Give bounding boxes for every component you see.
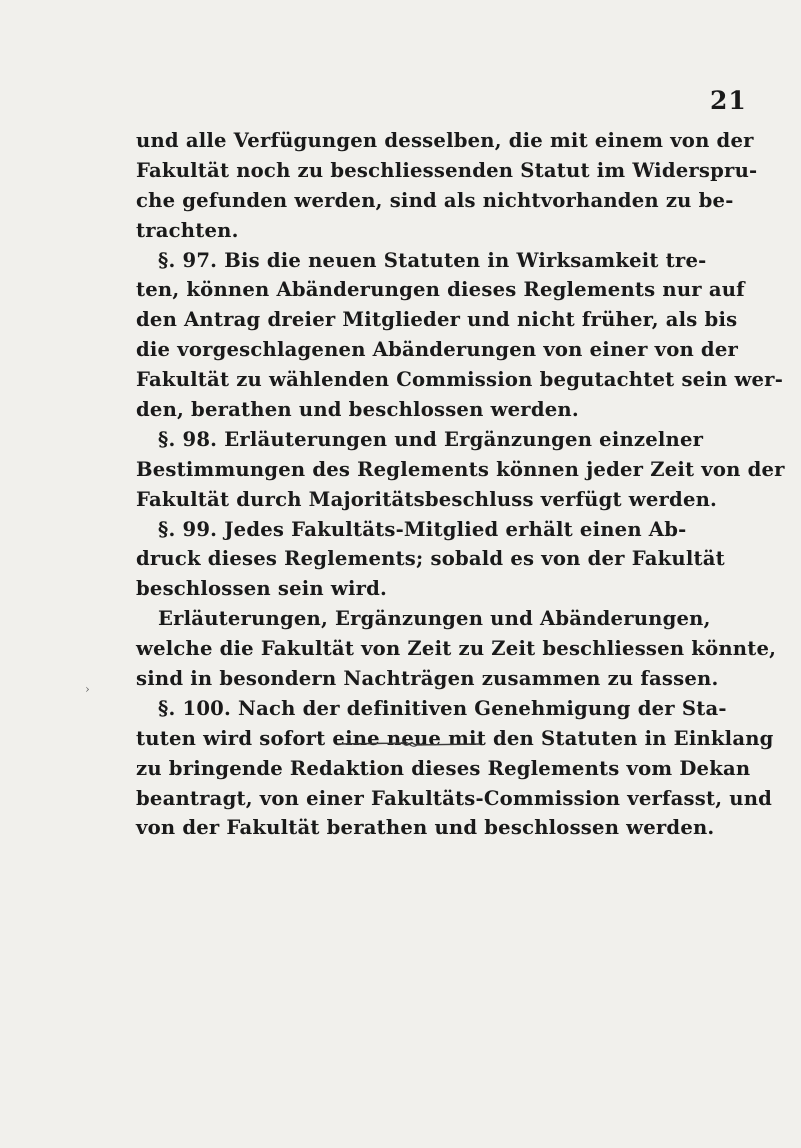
body-text <box>136 126 785 843</box>
text-line: §. 97. Bis die neuen Statuten in Wirksamkeit tre- <box>158 248 707 272</box>
text-line: Fakultät zu wählenden Commission begutachtet sein wer- <box>136 368 784 392</box>
text-line: §. 99. Jedes Fakultäts-Mitglied erhält einen Ab- <box>158 517 687 541</box>
text-line: welche die Fakultät von Zeit zu Zeit beschliessen könnte, <box>136 637 777 661</box>
text-line: den Antrag dreier Mitglieder und nicht früher, als bis <box>136 308 738 332</box>
text-line: sind in besondern Nachträgen zusammen zu fassen. <box>136 667 719 691</box>
text-line: ten, können Abänderungen dieses Reglements nur auf <box>136 278 745 302</box>
text-line: che gefunden werden, sind als nichtvorhanden zu be- <box>136 188 734 212</box>
margin-mark: › <box>85 682 90 696</box>
text-line: §. 98. Erläuterungen und Ergänzungen einzelner <box>158 427 704 451</box>
text-line: druck dieses Reglements; sobald es von der Fakultät <box>136 547 725 571</box>
page-number: 21 <box>710 86 747 115</box>
ornament-rule-icon <box>334 738 484 750</box>
text-line: zu bringende Redaktion dieses Reglements vom Dekan <box>136 756 751 780</box>
text-line: den, berathen und beschlossen werden. <box>136 398 579 422</box>
text-line: Fakultät durch Majoritätsbeschluss verfügt werden. <box>136 487 718 511</box>
text-line: beschlossen sein wird. <box>136 577 388 601</box>
text-line: Fakultät noch zu beschliessenden Statut im Widerspru- <box>136 158 758 182</box>
text-line: die vorgeschlagenen Abänderungen von einer von der <box>136 338 739 362</box>
text-line: und alle Verfügungen desselben, die mit einem von der <box>136 129 754 152</box>
text-line: tuten wird sofort eine neue mit den Statuten in Einklang <box>136 726 774 750</box>
text-line: beantragt, von einer Fakultäts-Commission verfasst, und <box>136 786 773 810</box>
text-line: von der Fakultät berathen und beschlossen werden. <box>136 816 715 840</box>
text-line: Bestimmungen des Reglements können jeder Zeit von der <box>136 457 785 481</box>
text-line: §. 100. Nach der definitiven Genehmigung der Sta- <box>158 696 727 720</box>
text-line: trachten. <box>136 218 239 242</box>
text-line: Erläuterungen, Ergänzungen und Abänderungen, <box>158 607 711 631</box>
